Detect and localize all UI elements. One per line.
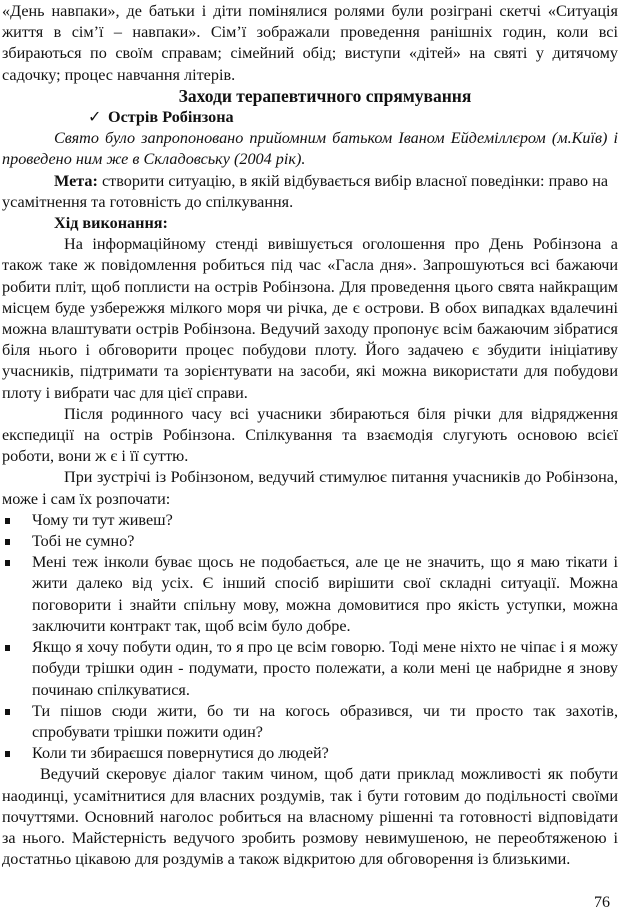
page-number: 76 — [594, 894, 610, 912]
section-heading: Заходи терапевтичного спрямування — [178, 85, 472, 106]
closing-paragraph: Ведучий скеровує діалог таким чином, щоб дати приклад можливості як побути наодинці, усамітнитися для власних роздумів, так і бути готовим до подільності своїми почуттями. Основний наголос робиться на власному рішенні та готовності відповідати за нього. Майстерність ведучого зробить розмову невимушеною, не переобтяженою і достатньо цікавою для роздумів а також відкритою для обговорення із близькими. — [2, 765, 618, 869]
checkmark-icon: ✓ — [88, 108, 102, 127]
list-item — [2, 531, 618, 552]
italic-note: Свято було запропоновано прийомним батьком Іваном Ейдеміллєром (м.Київ) і проведено ним же в Складовську (2004 рік). — [2, 129, 618, 169]
document-page — [2, 0, 618, 920]
list-item-text: Коли ти збираєшся повернутися до людей? — [32, 744, 329, 763]
question-list — [2, 510, 618, 764]
list-item-text: Якщо я хочу побути один, то я про це всім говорю. Тоді мене ніхто не чіпає і я можу побуди трішки один - подумати, просто полежати, а коли мені це набридне я знову починаю спілкуватися. — [32, 638, 618, 699]
list-item — [2, 637, 618, 701]
subsection-title-text: Острів Робінзона — [108, 108, 234, 127]
list-item-text: Ти пішов сюди жити, бо ти на когось образився, чи ти просто так захотів, спробувати трішки пожити один? — [32, 701, 618, 741]
subsection-title — [2, 107, 618, 128]
bullet-square-icon — [5, 709, 10, 715]
list-item — [2, 552, 618, 637]
list-item — [2, 743, 618, 764]
list-item — [2, 701, 618, 743]
body-paragraph: Після родинного часу всі учасники збираються біля річки для відрядження експедиції на острів Робінзона. Спілкування та взаємодія слугують основою всієї роботи, вони ж є і її суттю. — [2, 404, 618, 466]
body-paragraph: При зустрічі із Робінзоном, ведучий стимулює питання учасників до Робінзона, може і сам їх розпочати: — [2, 468, 618, 508]
goal-label: Мета: — [54, 171, 98, 190]
list-item — [2, 510, 618, 531]
bullet-square-icon — [5, 518, 10, 524]
goal-paragraph — [2, 171, 618, 213]
progress-label — [2, 213, 618, 234]
bullet-square-icon — [5, 751, 10, 757]
bullet-square-icon — [5, 539, 10, 545]
bullet-square-icon — [5, 645, 10, 651]
list-item-text: Мені теж інколи буває щось не подобається, але це не значить, що я маю тікати і жити далеко від усіх. Є інший спосіб вирішити свої складні ситуації. Можна поговорити і знайти спільну мову, можна домовитися про якість уступки, можна заключити контракт так, щоб всім було добре. — [32, 553, 618, 635]
progress-label-text: Хід виконання: — [54, 214, 168, 233]
list-item-text: Тобі не сумно? — [32, 532, 135, 551]
bullet-square-icon — [5, 560, 10, 566]
intro-paragraph: «День навпаки», де батьки і діти помінялися ролями були розіграні скетчі «Ситуація життя в сім’ї – навпаки». Сім’ї зображали проведення ранішніх годин, коли всі збираються по своїм справам; сімейний обід; виступи «дітей» на святі у дитячому садочку; процес навчання літерів. — [2, 2, 618, 84]
body-paragraph: На інформаційному стенді вивішується оголошення про День Робінзона а також таке ж повідомлення робиться під час «Гасла дня». Запрошуються всі бажаючи робити пліт, щоб поплисти на острів Робінзона. Для проведення цього свята найкращим місцем буде узбережжя мілкого моря чи річка, де є острови. В обох випадках вдалечині можна влаштувати острів Робінзона. Ведучий заходу пропонує всім бажаючим зібратися біля нього і обговорити процес побудови плоту. Його задачею є збудити ініціативу учасників, підтримати та зорієнтувати на засоби, які можна використати для побудови плоту і вибрати час для цієї справи. — [2, 235, 618, 402]
goal-text: створити ситуацію, в якій відбувається вибір власної поведінки: право на усамітнення та готовність до спілкування. — [2, 171, 609, 211]
list-item-text: Чому ти тут живеш? — [32, 510, 173, 529]
